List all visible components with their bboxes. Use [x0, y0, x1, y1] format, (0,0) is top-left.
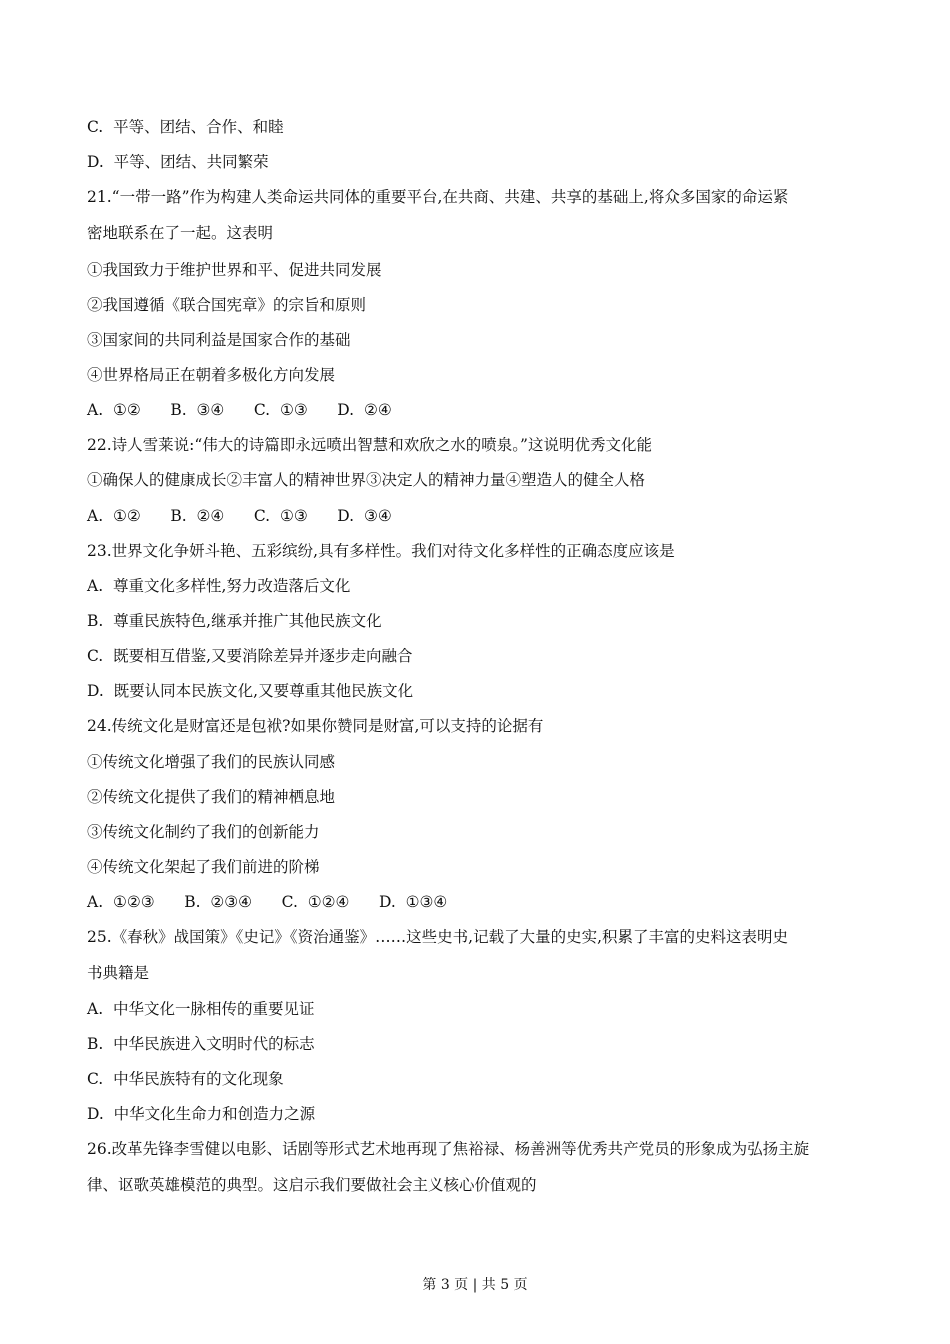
- text-line: 25.《春秋》战国策》《史记》《资治通鉴》……这些史书,记载了大量的史实,积累了丰富的史料这表明史: [87, 928, 789, 946]
- text-line: B. 尊重民族特色,继承并推广其他民族文化: [87, 612, 382, 630]
- text-line: ①传统文化增强了我们的民族认同感: [87, 753, 336, 771]
- text-line: ③国家间的共同利益是国家合作的基础: [87, 331, 351, 349]
- text-line: ④传统文化架起了我们前进的阶梯: [87, 858, 320, 876]
- text-line: 律、讴歌英雄模范的典型。这启示我们要做社会主义核心价值观的: [87, 1176, 537, 1194]
- text-line: ③传统文化制约了我们的创新能力: [87, 823, 320, 841]
- text-line: C. 平等、团结、合作、和睦: [87, 118, 284, 136]
- text-line: D. 平等、团结、共同繁荣: [87, 153, 269, 171]
- text-line: A. 尊重文化多样性,努力改造落后文化: [87, 577, 351, 595]
- text-line: C. 既要相互借鉴,又要消除差异并逐步走向融合: [87, 647, 413, 665]
- text-line: B. 中华民族进入文明时代的标志: [87, 1035, 315, 1053]
- page-footer: 第 3 页 | 共 5 页: [422, 1277, 528, 1293]
- text-line: A. 中华文化一脉相传的重要见证: [87, 1000, 315, 1018]
- text-line: 密地联系在了一起。这表明: [87, 224, 274, 242]
- text-line: 21.“一带一路”作为构建人类命运共同体的重要平台,在共商、共建、共享的基础上,将众多国家的命运紧: [87, 188, 789, 206]
- text-line: D. 既要认同本民族文化,又要尊重其他民族文化: [87, 682, 414, 700]
- text-line: A. ①② B. ③④ C. ①③ D. ②④: [87, 401, 392, 419]
- text-line: ①我国致力于维护世界和平、促进共同发展: [87, 261, 382, 279]
- text-line: ①确保人的健康成长②丰富人的精神世界③决定人的精神力量④塑造人的健全人格: [87, 471, 646, 489]
- text-line: 23.世界文化争妍斗艳、五彩缤纷,具有多样性。我们对待文化多样性的正确态度应该是: [87, 542, 675, 560]
- text-line: ②传统文化提供了我们的精神栖息地: [87, 788, 336, 806]
- text-line: A. ①②③ B. ②③④ C. ①②④ D. ①③④: [87, 893, 448, 911]
- text-line: ④世界格局正在朝着多极化方向发展: [87, 366, 336, 384]
- text-line: 24.传统文化是财富还是包袱?如果你赞同是财富,可以支持的论据有: [87, 717, 544, 735]
- text-line: ②我国遵循《联合国宪章》的宗旨和原则: [87, 296, 367, 314]
- text-line: C. 中华民族特有的文化现象: [87, 1070, 284, 1088]
- text-line: 书典籍是: [87, 964, 150, 982]
- text-line: D. 中华文化生命力和创造力之源: [87, 1105, 316, 1123]
- text-line: 26.改革先锋李雪健以电影、话剧等形式艺术地再现了焦裕禄、杨善洲等优秀共产党员的形象成为弘扬主旋: [87, 1140, 810, 1158]
- text-line: 22.诗人雪莱说:“伟大的诗篇即永远喷出智慧和欢欣之水的喷泉。”这说明优秀文化能: [87, 436, 652, 454]
- text-line: A. ①② B. ②④ C. ①③ D. ③④: [87, 507, 392, 525]
